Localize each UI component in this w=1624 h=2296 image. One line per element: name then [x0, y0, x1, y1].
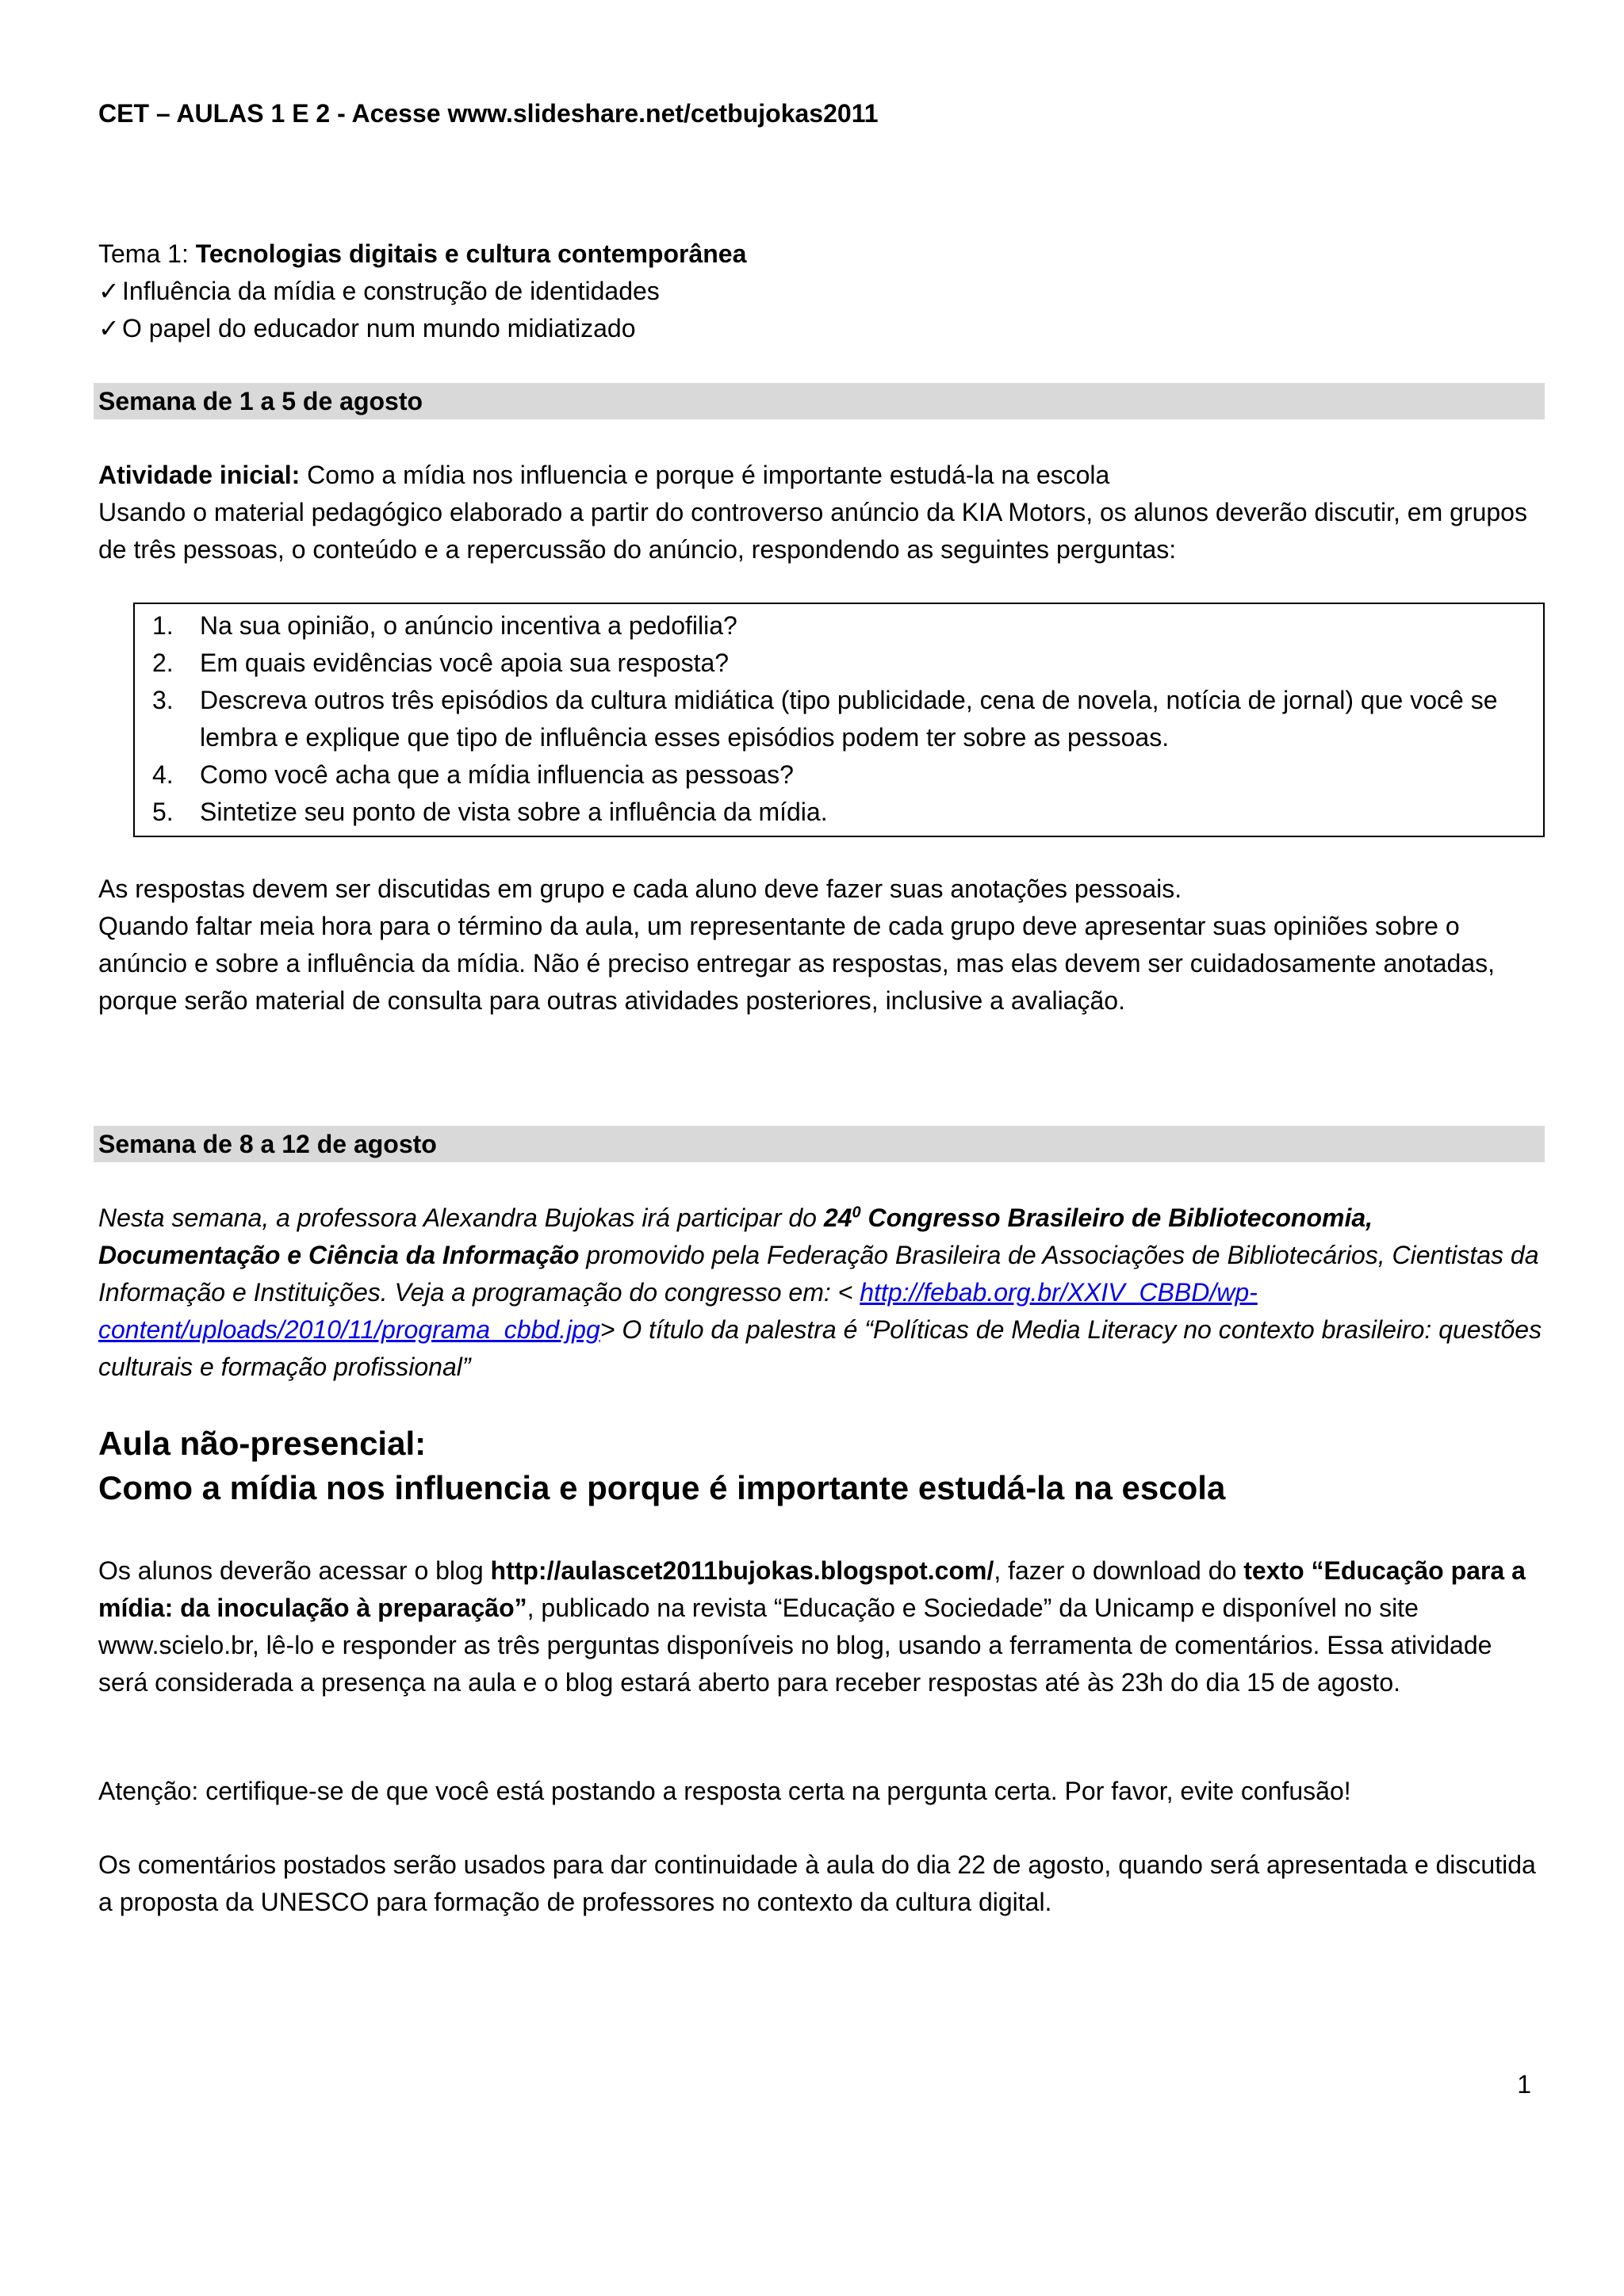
week-2-heading: Semana de 8 a 12 de agosto [94, 1126, 1545, 1162]
theme-item: ✓O papel do educador num mundo midiatizado [98, 310, 1545, 347]
question-item: 5. Sintetize seu ponto de vista sobre a influência da mídia. [152, 798, 828, 826]
question-item: 3. Descreva outros três episódios da cultura midiática (tipo publicidade, cena de novela, notícia de jornal) que você se lembra e explique que tipo de influência esses episódios podem ter sobre as pessoas. [152, 686, 1498, 752]
question-item: 1. Na sua opinião, o anúncio incentiva a pedofilia? [152, 611, 737, 640]
week-1-heading: Semana de 1 a 5 de agosto [94, 383, 1545, 419]
initial-activity [98, 457, 1545, 568]
comments-paragraph: Os comentários postados serão usados para dar continuidade à aula do dia 22 de agosto, quando será apresentada e discutida a proposta da UNESCO para formação de professores no contexto da cultura digital. [98, 1850, 1536, 1916]
presentation-paragraph: Quando faltar meia hora para o término da aula, um representante de cada grupo deve apresentar suas opiniões sobre o anúncio e sobre a influência da mídia. Não é preciso entregar as respostas, mas elas devem ser cuidadosamente anotadas, porque serão material de consulta para outras atividades posteriores, inclusive a avaliação. [98, 912, 1496, 1015]
theme-section [98, 235, 1545, 347]
checkmark-icon: ✓ [98, 277, 120, 305]
question-item: 4. Como você acha que a mídia influencia as pessoas? [152, 760, 794, 789]
activity-title-line [98, 457, 1545, 494]
document-header: CET – AULAS 1 E 2 - Acesse www.slideshare.net/cetbujokas2011 [98, 99, 879, 128]
responses-paragraph: As respostas devem ser discutidas em grupo e cada aluno deve fazer suas anotações pessoais. [98, 874, 1182, 903]
program-link[interactable]: http://febab.org.br/XXIV_CBBD/wp-content/uploads/2010/11/programa_cbbd.jpg [98, 1278, 1258, 1344]
questions-list [149, 607, 1524, 831]
aula-heading-line-2: Como a mídia nos influencia e porque é importante estudá-la na escola [98, 1469, 1226, 1506]
blog-paragraph: Os alunos deverão acessar o blog http://aulascet2011bujokas.blogspot.com/, fazer o download do texto “Educação para a mídia: da inoculação à preparação”, publicado na revista “Educação e Sociedade” da Unicamp e disponível no site www.scielo.br, lê-lo e responder as três perguntas disponíveis no blog, usando a ferramenta de comentários. Essa atividade será considerada a presença na aula e o blog estará aberto para receber respostas até às 23h do dia 15 de agosto. [98, 1556, 1526, 1697]
blog-url[interactable]: http://aulascet2011bujokas.blogspot.com/ [490, 1556, 994, 1585]
questions-box [133, 603, 1545, 837]
page-number: 1 [1517, 2070, 1531, 2099]
theme-label: Tema 1: [98, 239, 196, 268]
theme-title-line [98, 235, 1545, 273]
activity-description: Usando o material pedagógico elaborado a partir do controverso anúncio da KIA Motors, os alunos deverão discutir, em grupos de três pessoas, o conteúdo e a repercussão do anúncio, respondendo as seguintes perguntas: [98, 498, 1527, 564]
attention-paragraph: Atenção: certifique-se de que você está postando a resposta certa na pergunta certa. Por favor, evite confusão! [98, 1777, 1351, 1805]
activity-label: Atividade inicial: [98, 461, 301, 489]
question-item: 2. Em quais evidências você apoia sua resposta? [152, 649, 730, 677]
activity-title: Como a mídia nos influencia e porque é importante estudá-la na escola [300, 461, 1110, 489]
text-title: texto “Educação para a mídia: da inoculação à preparação” [98, 1556, 1526, 1622]
congress-number: $24^0$ Congresso Brasileiro de Biblioteconomia, Documentação e Ciência da Informação [98, 1203, 1373, 1269]
aula-heading [98, 1422, 1545, 1510]
responses-instructions [98, 871, 1545, 1020]
aula-heading-line-1: Aula não-presencial: [98, 1425, 427, 1462]
theme-title: Tecnologias digitais e cultura contemporânea [195, 239, 747, 268]
congress-paragraph: Nesta semana, a professora Alexandra Bujokas irá participar do $24^0$ Congresso Brasileiro de Biblioteconomia, Documentação e Ciência da Informação promovido pela Federação Brasileira de Associações de Bibliotecários, Cientistas da Informação e Instituições. Veja a programação do congresso em: < http://febab.org.br/XXIV_CBBD/wp-content/uploads/2010/11/programa_cbbd.jpg> O título da palestra é “Políticas de Media Literacy no contexto brasileiro: questões culturais e formação profissional” [98, 1203, 1542, 1381]
checkmark-icon: ✓ [98, 314, 120, 342]
theme-item: ✓Influência da mídia e construção de identidades [98, 273, 1545, 310]
